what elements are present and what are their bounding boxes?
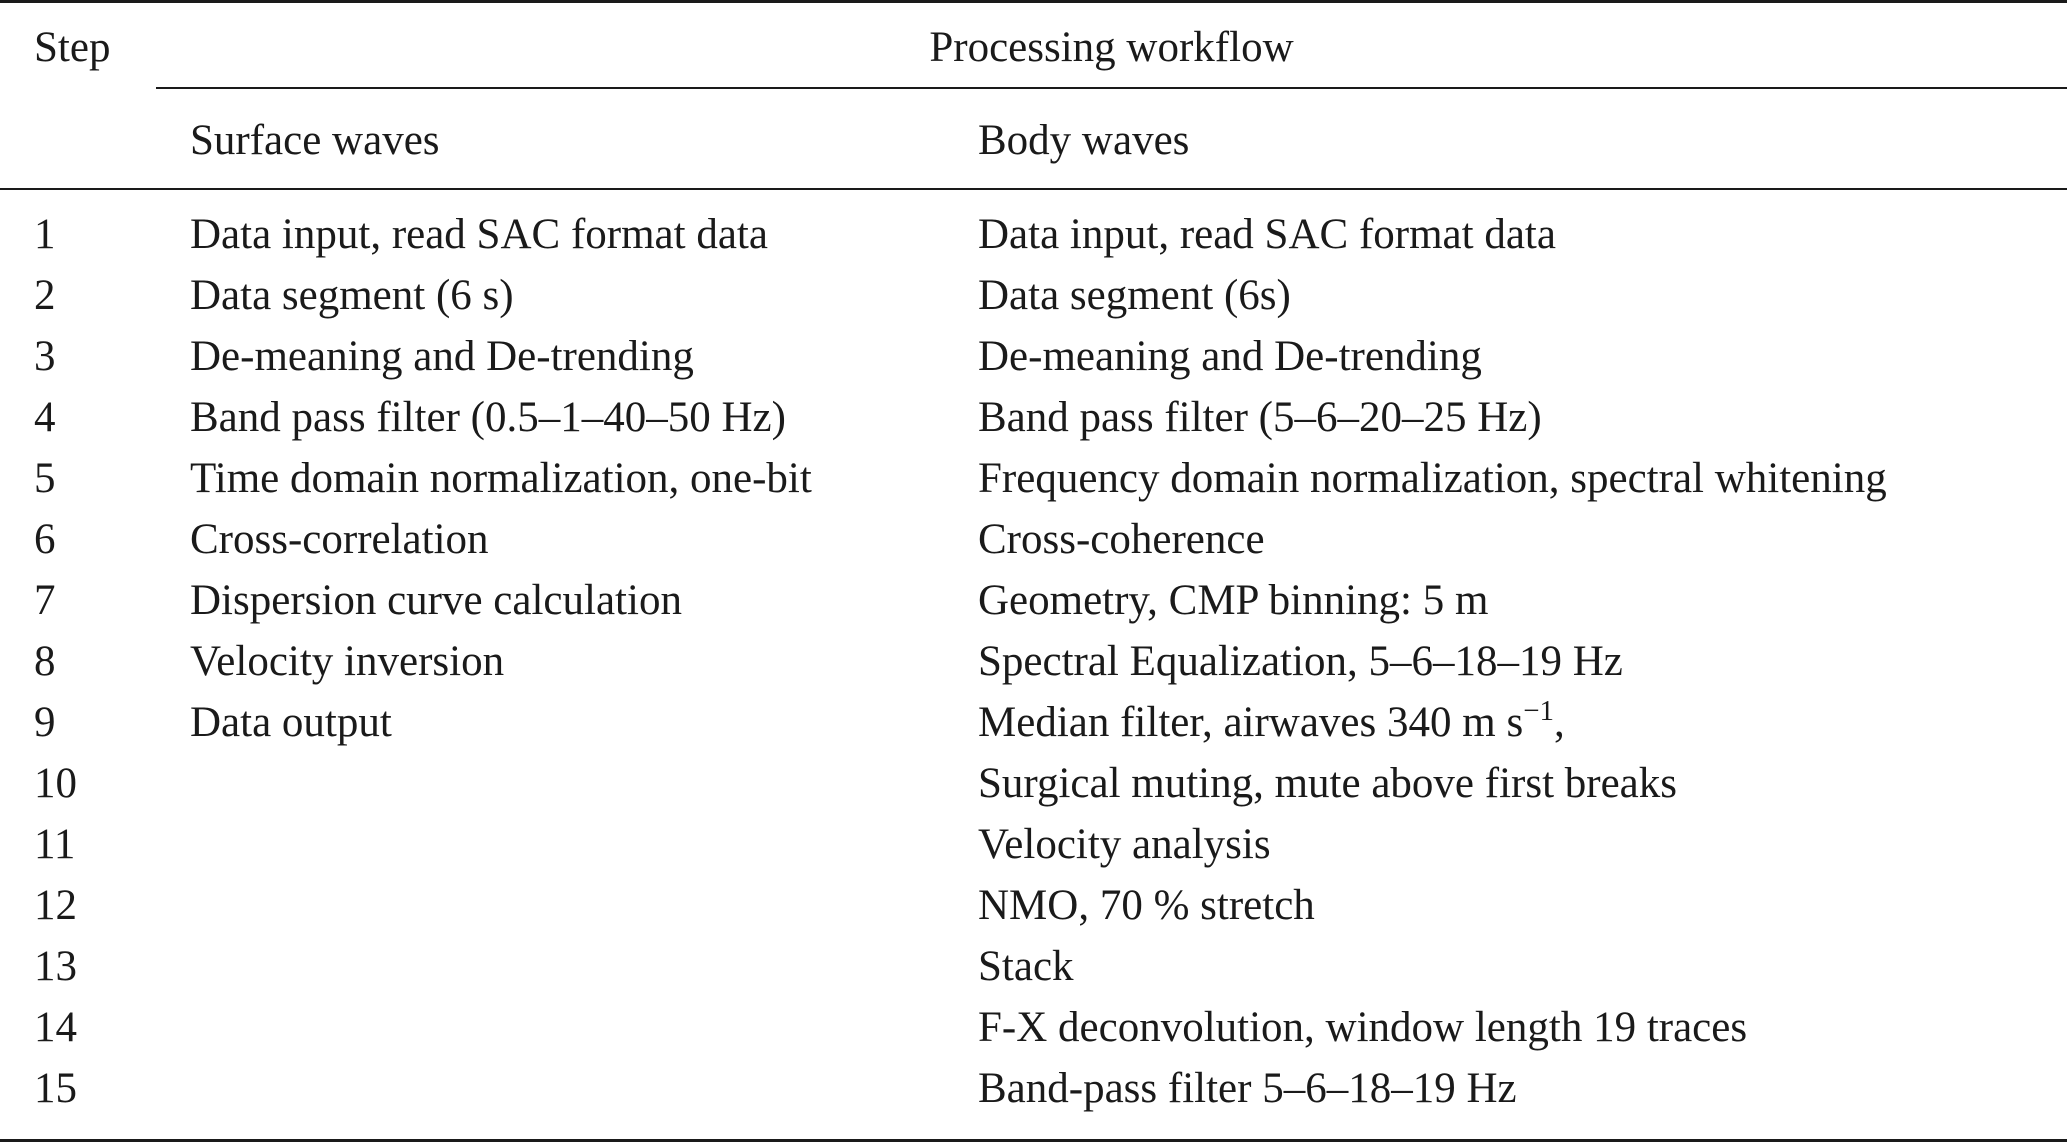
table-row (0, 762, 2067, 823)
step-number: 5 (34, 455, 56, 502)
body-waves-cell: Velocity analysis (978, 821, 1271, 868)
table-row (0, 579, 2067, 640)
header-processing-workflow (0, 26, 2067, 69)
table-row (0, 695, 2067, 762)
step-number: 6 (34, 516, 56, 563)
body-waves-cell: NMO, 70 % stretch (978, 882, 1315, 929)
table-row (0, 335, 2067, 396)
body-waves-cell: Band-pass filter 5–6–18–19 Hz (978, 1065, 1517, 1112)
table-row (0, 518, 2067, 579)
surface-waves-cell: Cross-correlation (190, 516, 489, 563)
table-row (0, 213, 2067, 274)
step-number: 8 (34, 638, 56, 685)
body-waves-cell: Geometry, CMP binning: 5 m (978, 577, 1489, 624)
surface-waves-cell: De-meaning and De-trending (190, 333, 694, 380)
step-number: 2 (34, 272, 56, 319)
table-row (0, 823, 2067, 884)
step-number: 13 (34, 943, 77, 990)
surface-waves-cell: Band pass filter (0.5–1–40–50 Hz) (190, 394, 786, 441)
body-waves-cell: De-meaning and De-trending (978, 333, 1482, 380)
step-number: 11 (34, 821, 76, 868)
body-waves-cell: Band pass filter (5–6–20–25 Hz) (978, 394, 1542, 441)
table-row (0, 396, 2067, 457)
header-step: Step (34, 24, 111, 71)
header-body-waves: Body waves (978, 117, 1190, 164)
table-row (0, 1006, 2067, 1067)
surface-waves-cell: Data output (190, 699, 392, 746)
table-row (0, 945, 2067, 1006)
header-processing-workflow-label: Processing workflow (929, 24, 1294, 71)
step-number: 4 (34, 394, 56, 441)
step-number: 1 (34, 211, 56, 258)
surface-waves-cell: Data input, read SAC format data (190, 211, 768, 258)
table-top-rule (0, 0, 2067, 3)
header-bottom-rule (0, 188, 2067, 190)
table-body (0, 213, 2067, 1128)
body-waves-cell: Spectral Equalization, 5–6–18–19 Hz (978, 638, 1623, 685)
surface-waves-cell: Data segment (6 s) (190, 272, 514, 319)
header-group-rule (156, 87, 2067, 89)
step-number: 14 (34, 1004, 77, 1051)
body-waves-cell: Frequency domain normalization, spectral whitening (978, 455, 1887, 502)
step-number: 15 (34, 1065, 77, 1112)
body-waves-cell: Surgical muting, mute above first breaks (978, 760, 1678, 807)
header-surface-waves: Surface waves (190, 117, 440, 164)
body-waves-cell: Data input, read SAC format data (978, 211, 1556, 258)
body-waves-cell: Data segment (6s) (978, 272, 1291, 319)
surface-waves-cell: Velocity inversion (190, 638, 505, 685)
step-number: 9 (34, 699, 56, 746)
table-row (0, 640, 2067, 701)
step-number: 3 (34, 333, 56, 380)
step-number: 12 (34, 882, 77, 929)
body-waves-text-trailing: , (1554, 699, 1565, 746)
body-waves-cell (978, 695, 1565, 746)
unit-exponent: −1 (1523, 695, 1555, 727)
body-waves-text: Median filter, airwaves 340 m s (978, 699, 1524, 746)
table-row (0, 884, 2067, 945)
surface-waves-cell: Time domain normalization, one-bit (190, 455, 812, 502)
table-row (0, 1067, 2067, 1128)
table-bottom-rule (0, 1139, 2067, 1142)
table-row (0, 457, 2067, 518)
table-row (0, 274, 2067, 335)
step-number: 10 (34, 760, 77, 807)
body-waves-cell: Stack (978, 943, 1074, 990)
surface-waves-cell: Dispersion curve calculation (190, 577, 682, 624)
body-waves-cell: Cross-coherence (978, 516, 1265, 563)
body-waves-cell: F-X deconvolution, window length 19 traces (978, 1004, 1748, 1051)
step-number: 7 (34, 577, 56, 624)
